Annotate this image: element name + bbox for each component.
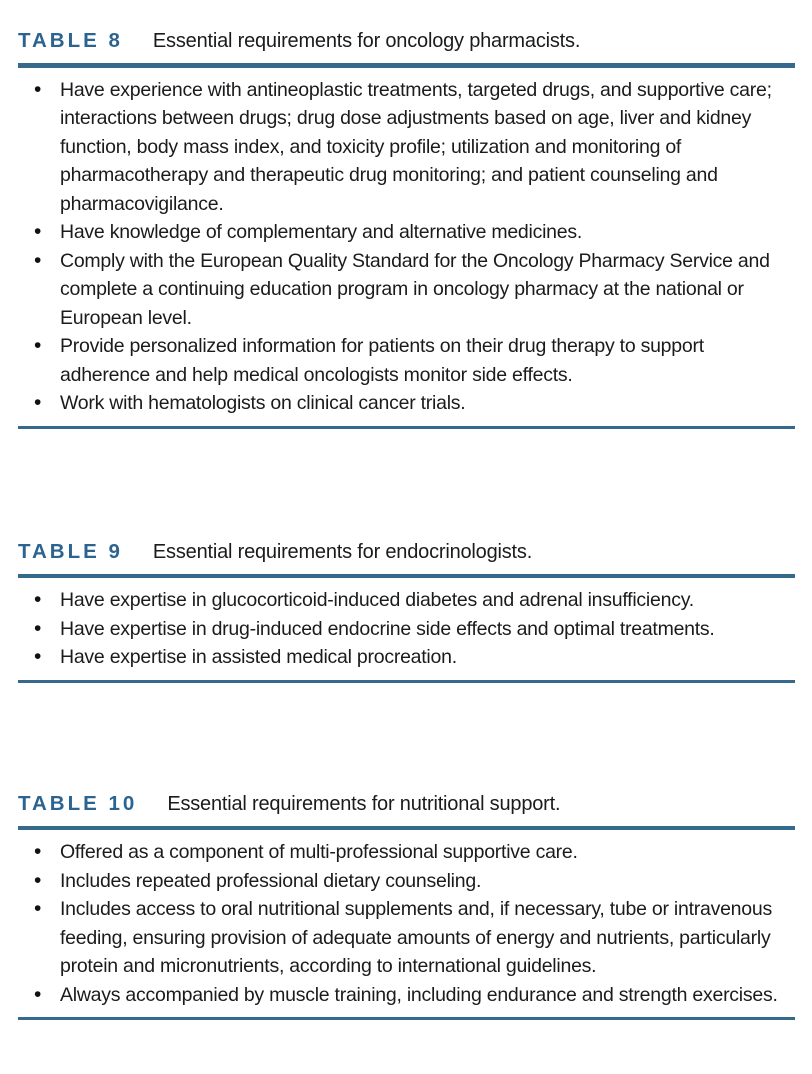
table-10-bottom-rule	[18, 1017, 795, 1020]
requirement-item: • Includes repeated professional dietary counseling.	[18, 867, 795, 896]
requirement-item: • Provide personalized information for patients on their drug therapy to support adherence and help medical oncologists monitor side effects.	[18, 332, 795, 389]
table-8-label: TABLE 8	[18, 29, 123, 52]
table-10-items	[18, 838, 795, 1009]
requirement-item: • Have expertise in drug-induced endocrine side effects and optimal treatments.	[18, 615, 795, 644]
table-10-top-rule	[18, 826, 795, 831]
requirement-item: • Offered as a component of multi-professional supportive care.	[18, 838, 795, 867]
table-10	[18, 793, 795, 1021]
requirement-item: • Always accompanied by muscle training, including endurance and strength exercises.	[18, 981, 795, 1010]
table-8-caption: Essential requirements for oncology pharmacists.	[152, 30, 581, 52]
table-10-label: TABLE 10	[18, 791, 138, 815]
requirement-item: • Have experience with antineoplastic treatments, targeted drugs, and supportive care; interactions between drugs; drug dose adjustments based on age, liver and kidney function, body mass index, and toxicity profile; utilization and monitoring of pharmacotherapy and therapeutic drug monitoring; and patient counseling and pharmacovigilance.	[18, 76, 795, 219]
table-9-heading	[18, 541, 795, 563]
table-10-caption: Essential requirements for nutritional support.	[167, 792, 561, 815]
table-10-heading	[18, 793, 795, 815]
requirement-item: • Comply with the European Quality Standard for the Oncology Pharmacy Service and complete a continuing education program in oncology pharmacy at the national or European level.	[18, 247, 795, 333]
table-9-bottom-rule	[18, 680, 795, 683]
table-9-top-rule	[18, 574, 795, 579]
requirement-item: • Have expertise in glucocorticoid-induced diabetes and adrenal insufficiency.	[18, 586, 795, 615]
table-8-top-rule	[18, 63, 795, 68]
requirement-item: • Work with hematologists on clinical cancer trials.	[18, 389, 795, 418]
requirement-item: • Have knowledge of complementary and alternative medicines.	[18, 218, 795, 247]
table-8-items	[18, 76, 795, 418]
requirement-item: • Have expertise in assisted medical procreation.	[18, 643, 795, 672]
table-8-heading	[18, 30, 795, 52]
table-9-caption: Essential requirements for endocrinologists.	[152, 540, 533, 563]
table-9-items	[18, 586, 795, 672]
table-8-bottom-rule	[18, 426, 795, 429]
requirement-item: • Includes access to oral nutritional supplements and, if necessary, tube or intravenous feeding, ensuring provision of adequate amounts of energy and nutrients, particularly protein and micronutrients, according to international guidelines.	[18, 895, 795, 981]
table-9	[18, 541, 795, 683]
table-8	[18, 30, 795, 429]
table-9-label: TABLE 9	[18, 539, 123, 563]
